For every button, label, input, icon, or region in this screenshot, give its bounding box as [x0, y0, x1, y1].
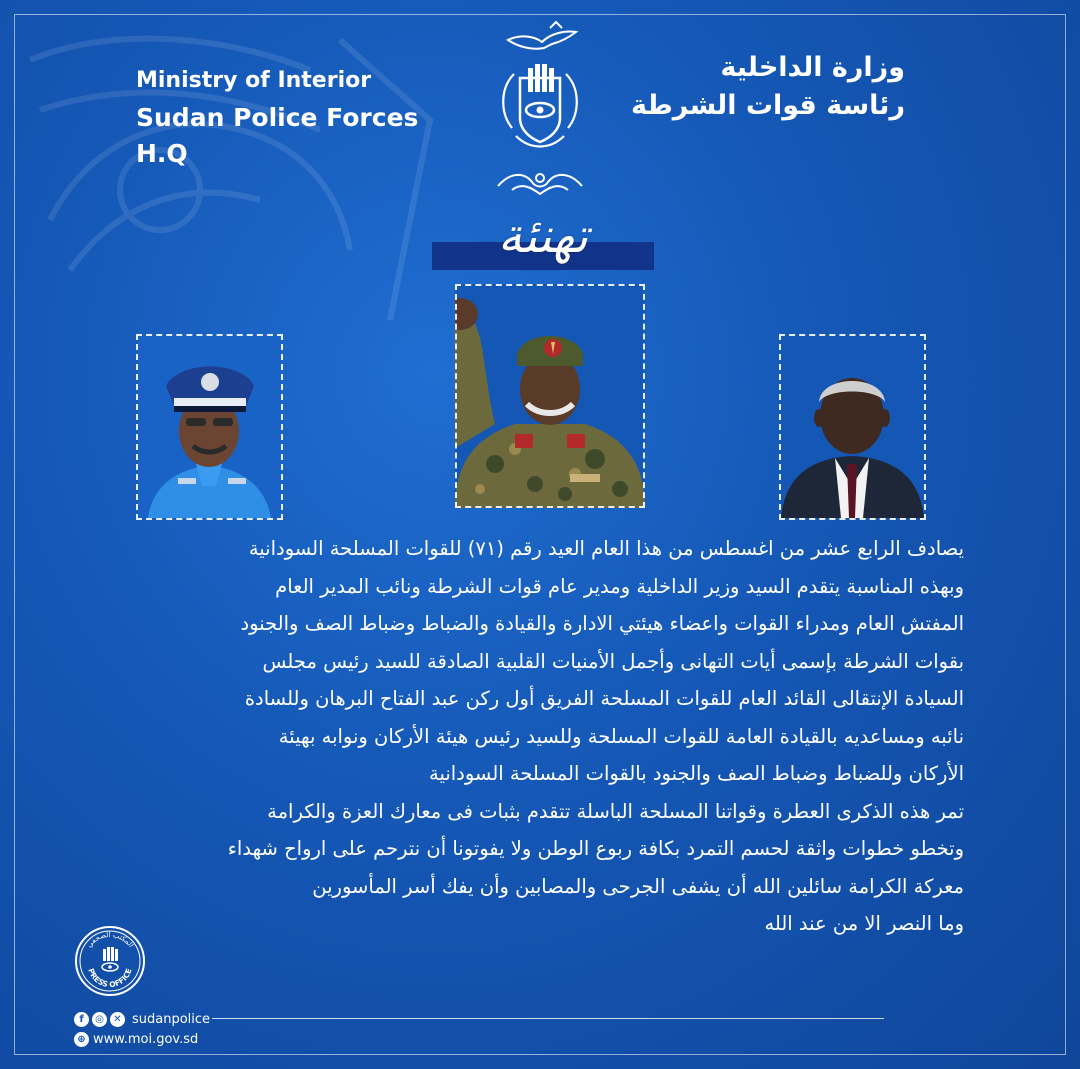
ministry-name-en: Ministry of Interior — [136, 68, 372, 93]
header-english — [136, 66, 456, 172]
police-hq-name-en: Sudan Police Forces H.Q — [136, 103, 419, 168]
sudan-police-emblem-icon — [490, 18, 590, 198]
message-line: معركة الكرامة سائلين الله أن يشفى الجرحى والمصابين وأن يفك أسر المأسورين — [312, 874, 964, 898]
photo-minister — [779, 334, 926, 520]
message-line: نائبه ومساعديه بالقيادة العامة للقوات المسلحة وللسيد رئيس هيئة الأركان ونوابه بهيئة — [278, 724, 964, 748]
message-line: بقوات الشرطة بإسمى أيات التهانى وأجمل الأمنيات القلبية الصادقة للسيد رئيس مجلس — [262, 649, 964, 673]
greeting-message — [60, 530, 964, 943]
message-line: وبهذه المناسبة يتقدم السيد وزير الداخلية ومدير عام قوات الشرطة ونائب المدير العام — [275, 574, 964, 598]
message-line: الأركان وللضباط وضباط الصف والجنود بالقوات المسلحة السودانية — [428, 762, 964, 785]
message-line: تمر هذه الذكرى العطرة وقواتنا المسلحة الباسلة تتقدم بثبات فى معارك العزة والكرامة — [267, 799, 964, 823]
message-line: السيادة الإنتقالى القائد العام للقوات المسلحة الفريق أول ركن عبد الفتاح البرهان وللسادة — [244, 687, 964, 710]
footer-website — [74, 1030, 198, 1048]
police-officer-portrait-icon — [138, 336, 281, 518]
x-icon[interactable]: ✕ — [110, 1012, 125, 1027]
message-line: وما النصر الا من عند الله — [764, 912, 964, 935]
message-line: يصادف الرابع عشر من اغسطس من هذا العام العيد رقم (٧١) للقوات المسلحة السودانية — [248, 537, 964, 560]
message-line: وتخطو خطوات واثقة لحسم التمرد بكافة ربوع الوطن ولا يفوتونا أن نترحم على ارواح شهداء — [227, 837, 964, 860]
website-link[interactable]: www.moi.gov.sd — [93, 1031, 199, 1047]
facebook-icon[interactable]: f — [74, 1012, 89, 1027]
photo-army-general-frame — [455, 284, 645, 508]
press-office-ar-label: المكتب الصحفي — [85, 930, 136, 950]
minister-portrait-icon — [781, 336, 924, 518]
press-office-seal-icon — [74, 925, 146, 997]
globe-icon: ⊕ — [74, 1032, 89, 1047]
message-line: المفتش العام ومدراء القوات واعضاء هيئتي الادارة والقيادة والضباط وضباط الصف والجنود — [240, 612, 964, 635]
press-office-en-label: PRESS OFFICE — [86, 967, 134, 990]
footer-social — [74, 1010, 210, 1028]
photo-police-officer — [136, 334, 283, 520]
police-hq-name-ar: رئاسة قوات الشرطة — [630, 90, 905, 121]
footer-divider — [212, 1018, 884, 1019]
social-handle[interactable]: sudanpolice — [132, 1011, 211, 1027]
instagram-icon[interactable]: ◎ — [92, 1012, 107, 1027]
svg-text:المكتب الصحفي — [85, 931, 135, 949]
header-arabic — [605, 50, 905, 124]
congratulations-title: تهنئة — [497, 208, 589, 264]
ministry-name-ar: وزارة الداخلية — [720, 52, 905, 83]
